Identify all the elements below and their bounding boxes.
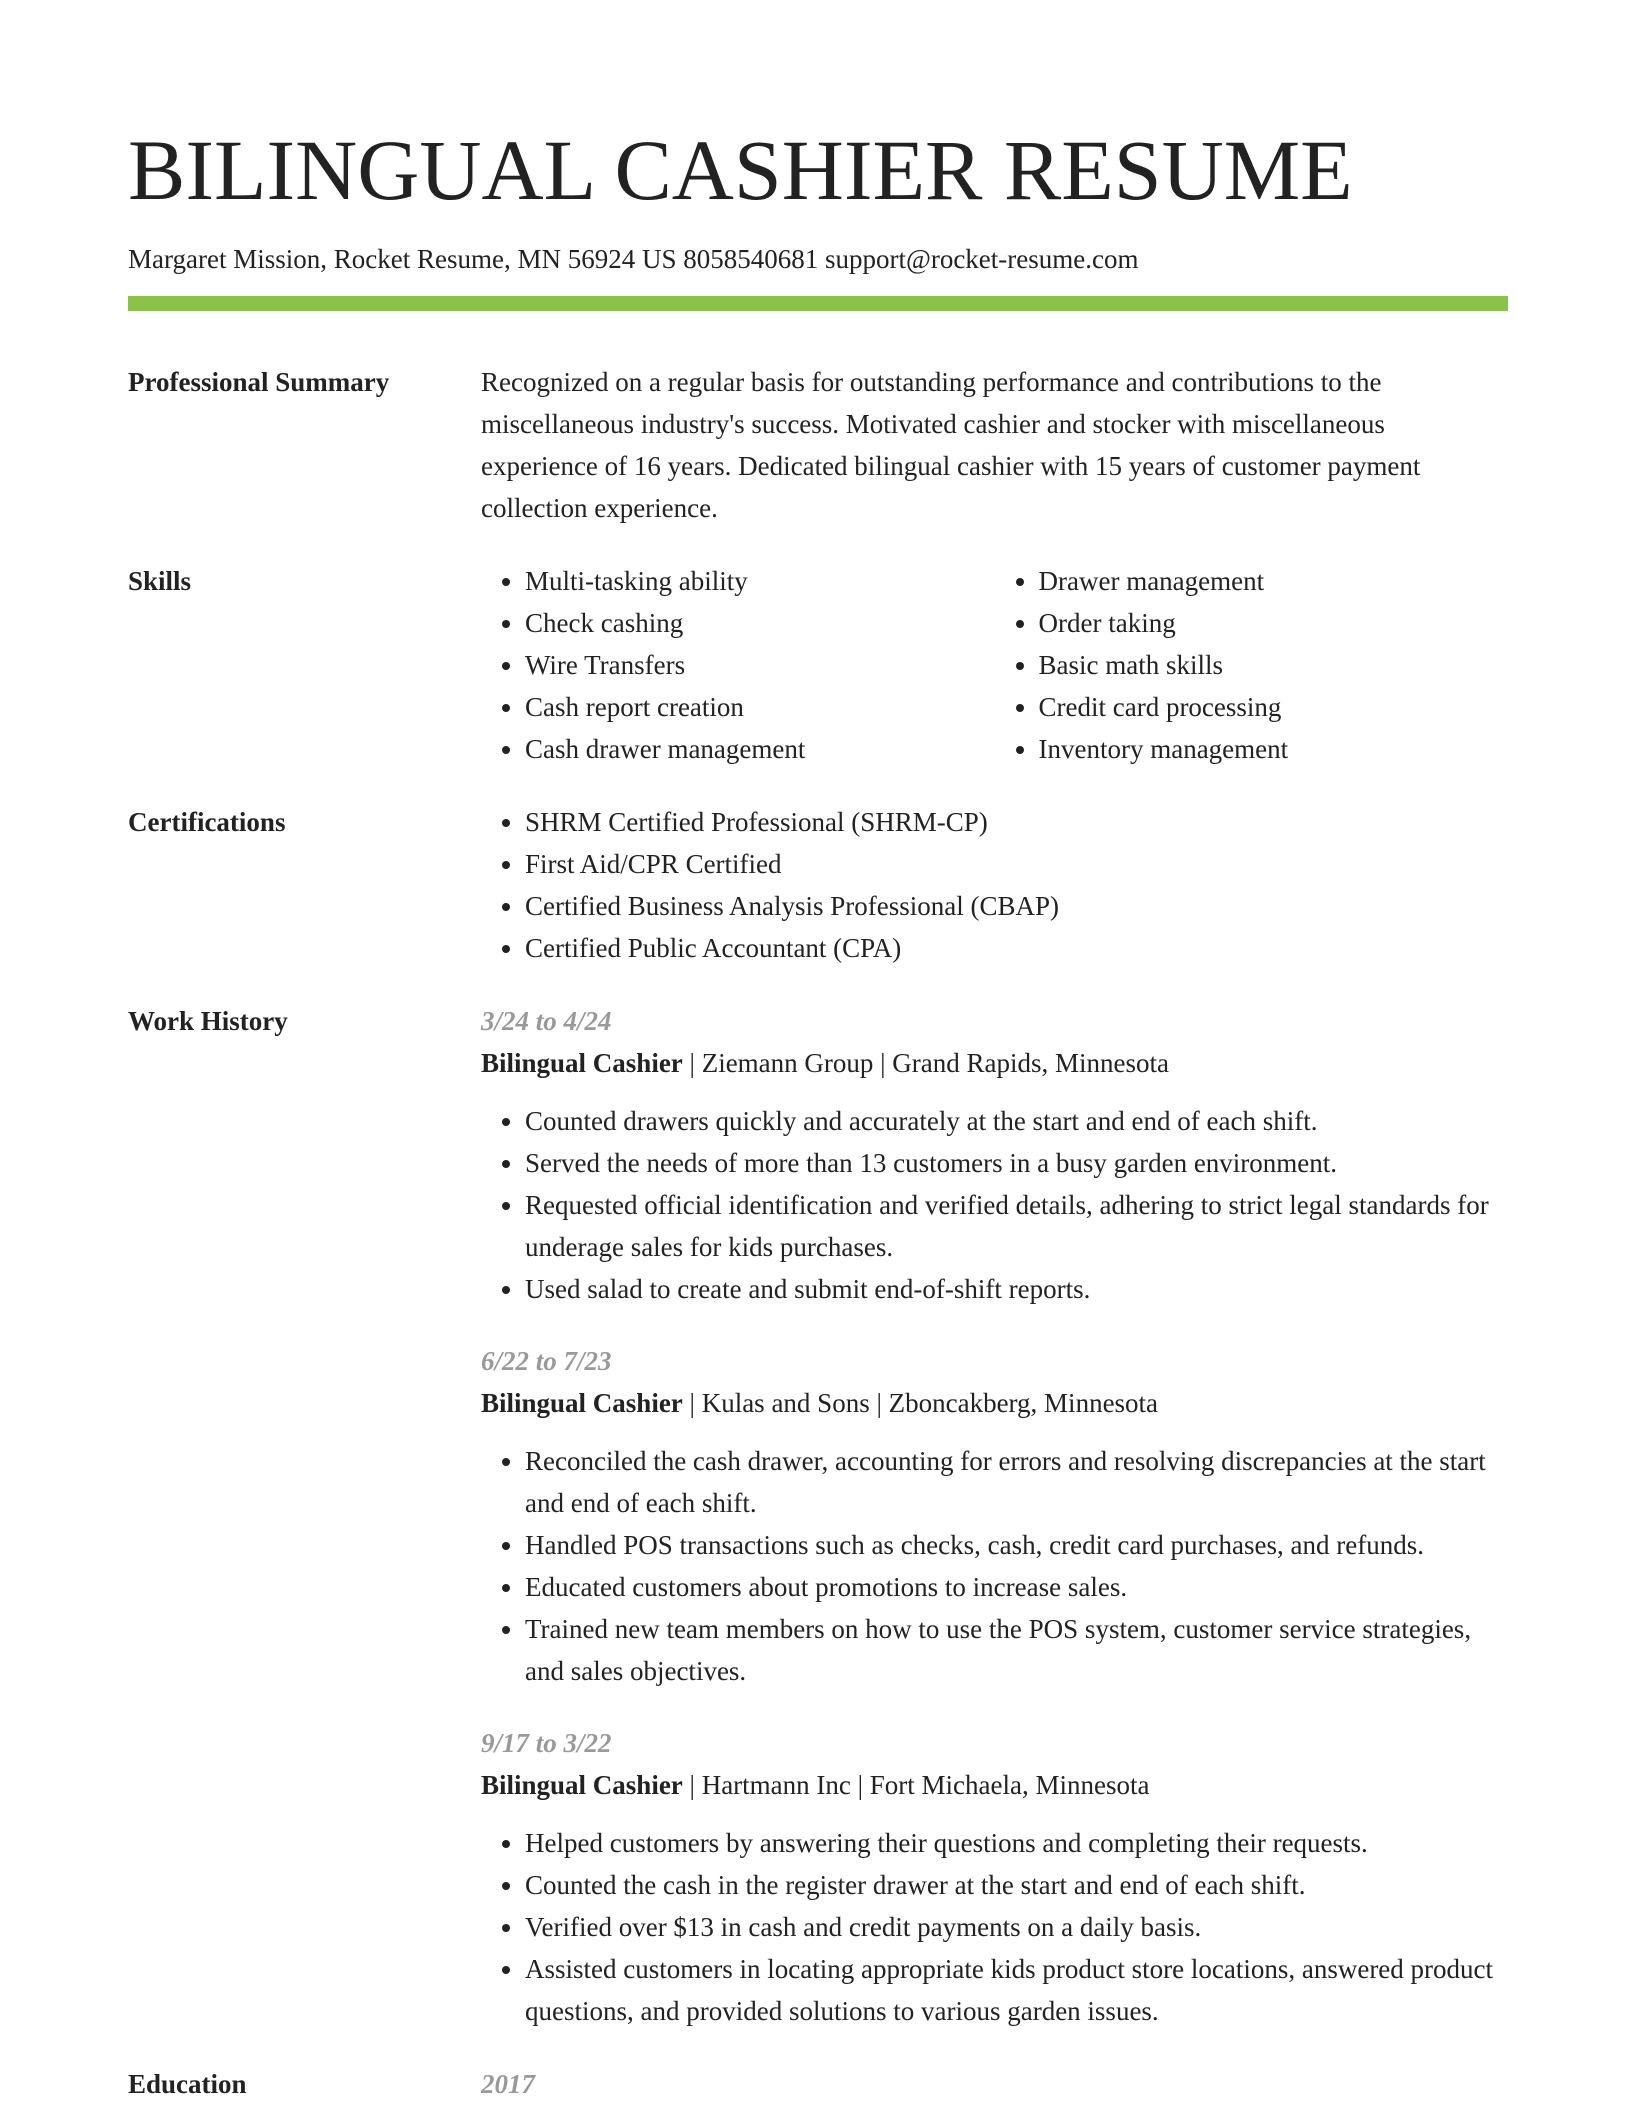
job-details: | Hartmann Inc | Fort Michaela, Minnesota xyxy=(682,1770,1150,1800)
skills-list-left xyxy=(481,560,995,770)
job-entry xyxy=(481,1000,1508,1310)
certifications-list xyxy=(481,801,1508,969)
job-bullet: • Used salad to create and submit end-of-shift reports. xyxy=(525,1268,1508,1310)
work-history-section xyxy=(128,1000,1508,2032)
job-title: Bilingual Cashier xyxy=(481,1770,683,1800)
job-bullets xyxy=(481,1100,1508,1310)
job-entry xyxy=(481,1340,1508,1692)
education-section xyxy=(128,2063,1508,2105)
job-date: 6/22 to 7/23 xyxy=(481,1346,612,1376)
job-header xyxy=(481,1382,1508,1424)
certification-item: • Certified Public Accountant (CPA) xyxy=(525,927,1508,969)
job-entry xyxy=(481,1722,1508,2032)
skill-item: • Credit card processing xyxy=(1039,686,1509,728)
job-bullet: • Counted drawers quickly and accurately at the start and end of each shift. xyxy=(525,1100,1508,1142)
job-bullet: • Educated customers about promotions to increase sales. xyxy=(525,1566,1508,1608)
education-date: 2017 xyxy=(481,2069,535,2099)
certification-item: • SHRM Certified Professional (SHRM-CP) xyxy=(525,801,1508,843)
job-bullet: • Counted the cash in the register drawer at the start and end of each shift. xyxy=(525,1864,1508,1906)
skills-grid xyxy=(481,560,1508,770)
certification-item: • Certified Business Analysis Professional (CBAP) xyxy=(525,885,1508,927)
skill-item: • Cash drawer management xyxy=(525,728,995,770)
job-bullet: • Trained new team members on how to use the POS system, customer service strategies, and sales objectives. xyxy=(525,1608,1508,1692)
job-date: 9/17 to 3/22 xyxy=(481,1728,612,1758)
work-history-heading: Work History xyxy=(128,1006,288,1036)
skill-item: • Basic math skills xyxy=(1039,644,1509,686)
job-title: Bilingual Cashier xyxy=(481,1048,683,1078)
skill-item: • Wire Transfers xyxy=(525,644,995,686)
job-bullet: • Verified over $13 in cash and credit payments on a daily basis. xyxy=(525,1906,1508,1948)
job-details: | Ziemann Group | Grand Rapids, Minnesota xyxy=(682,1048,1170,1078)
certifications-heading: Certifications xyxy=(128,807,286,837)
summary-text: Recognized on a regular basis for outstanding performance and contributions to the miscellaneous industry's success. Motivated cashier and stocker with miscellaneous experience of 16 years. Dedicated bilingual cashier with 15 years of customer payment collection experience. xyxy=(481,367,1421,523)
certification-item: • First Aid/CPR Certified xyxy=(525,843,1508,885)
job-date: 3/24 to 4/24 xyxy=(481,1006,612,1036)
summary-heading: Professional Summary xyxy=(128,367,390,397)
job-header xyxy=(481,1764,1508,1806)
job-bullet: • Handled POS transactions such as checks, cash, credit card purchases, and refunds. xyxy=(525,1524,1508,1566)
summary-body xyxy=(481,361,1508,529)
resume-page xyxy=(128,0,1508,2105)
job-bullet: • Assisted customers in locating appropriate kids product store locations, answered product questions, and provided solutions to various garden issues. xyxy=(525,1948,1508,2032)
skills-list-right xyxy=(995,560,1509,770)
work-history-body xyxy=(481,1000,1508,2032)
skill-item: • Cash report creation xyxy=(525,686,995,728)
job-title: Bilingual Cashier xyxy=(481,1388,683,1418)
skill-item: • Drawer management xyxy=(1039,560,1509,602)
skill-item: • Multi-tasking ability xyxy=(525,560,995,602)
job-bullets xyxy=(481,1440,1508,1692)
job-bullet: • Reconciled the cash drawer, accounting for errors and resolving discrepancies at the start and end of each shift. xyxy=(525,1440,1508,1524)
skills-heading: Skills xyxy=(128,566,192,596)
certifications-body xyxy=(481,801,1508,969)
education-heading: Education xyxy=(128,2069,247,2099)
resume-title: BILINGUAL CASHIER RESUME xyxy=(128,122,1353,218)
job-bullet: • Helped customers by answering their questions and completing their requests. xyxy=(525,1822,1508,1864)
skill-item: • Check cashing xyxy=(525,602,995,644)
skill-item: • Inventory management xyxy=(1039,728,1509,770)
education-body xyxy=(481,2063,1508,2105)
summary-section xyxy=(128,361,1508,529)
contact-line: Margaret Mission, Rocket Resume, MN 56924 US 8058540681 support@rocket-resume.com xyxy=(128,244,1139,274)
accent-divider xyxy=(128,296,1508,311)
skill-item: • Order taking xyxy=(1039,602,1509,644)
skills-body xyxy=(481,560,1508,770)
job-details: | Kulas and Sons | Zboncakberg, Minnesota xyxy=(682,1388,1159,1418)
job-bullets xyxy=(481,1822,1508,2032)
certifications-section xyxy=(128,801,1508,969)
job-bullet: • Requested official identification and verified details, adhering to strict legal standards for underage sales for kids purchases. xyxy=(525,1184,1508,1268)
skills-section xyxy=(128,560,1508,770)
job-header xyxy=(481,1042,1508,1084)
job-bullet: • Served the needs of more than 13 customers in a busy garden environment. xyxy=(525,1142,1508,1184)
